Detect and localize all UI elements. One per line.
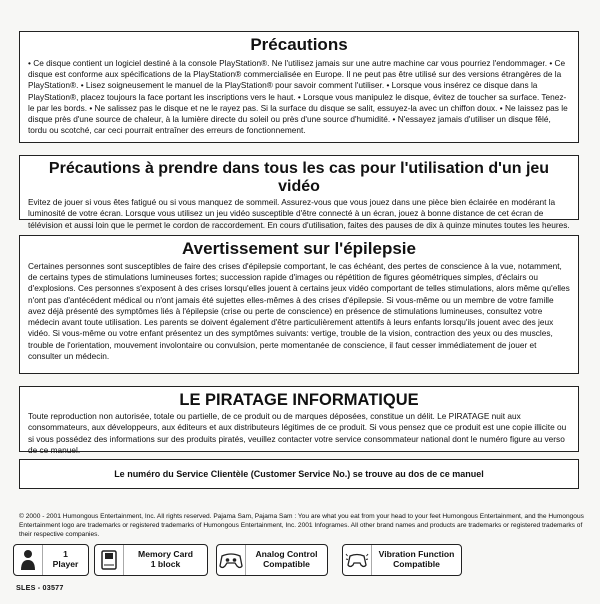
memory-card-blocks: 1 block [150,559,181,569]
compatibility-badges [13,544,593,578]
section-body: Toute reproduction non autorisée, totale ou partielle, de ce produit ou de marques déposées, constitue un délit. Le PIRATAGE nuit aux consommateurs, aux développeurs, aux éditeurs et aux distributeurs légitimes de ce produit. Si vous pensez que ce produit est une copie illicite ou si vous possédez des informations sur des produits piratés, veuillez contacter votre service consommateur national dont le numéro figure au verso de ce manuel. [28,411,567,455]
section-title: LE PIRATAGE INFORMATIQUE [179,391,419,409]
analog-control-badge [216,544,328,576]
section-title: Avertissement sur l'épilepsie [182,239,416,258]
memory-card-icon [95,545,124,575]
vibration-function-label: Vibration Function [378,549,455,560]
vibration-function-compat: Compatible [393,559,440,569]
epilepsy-warning-section [19,235,579,374]
analog-control-label: Analog Control [255,549,318,560]
copyright-notice: © 2000 - 2001 Humongous Entertainment, Inc. All rights reserved. Pajama Sam, Pajama Sam : You are what you eat from your head to your feet Humongous Entertainment, and the Humongous Entertainment logo are trademarks or registered trademarks of Humongous Entertainment, Inc. 2001 Infogrames. All other brand names and products are trademarks or registered trademarks of their respective companies. [19,513,584,539]
memory-card-badge [94,544,208,576]
vibration-function-badge [342,544,462,576]
customer-service-text: Le numéro du Service Clientèle (Customer Service No.) se trouve au dos de ce manuel [114,469,484,479]
players-badge [13,544,89,576]
analog-control-compat: Compatible [263,559,310,569]
customer-service-notice [19,459,579,489]
section-title: Précautions [250,35,348,54]
section-body: Evitez de jouer si vous êtes fatigué ou si vous manquez de sommeil. Assurez-vous que vous jouez dans une pièce bien éclairée en modérant la luminosité de votre écran. Lorsque vous utilisez un jeu vidéo susceptible d'être connecté à un écran, jouez à bonne distance de cet écran de télévision et aussi loin que le permet le cordon de raccordement. En cours d'utilisation, faites des pauses de dix à quinze minutes toutes les heures. [28,197,570,230]
section-body: • Ce disque contient un logiciel destiné à la console PlayStation®. Ne l'utilisez jamais sur une autre machine car vous pourriez l'endommager. • Ce disque est conforme aux spécifications de la PlayStation® commercialisée en Europe. Il ne peut pas être utilisé sur des versions étrangères de la PlayStation®. • Lisez soigneusement le manuel de la PlayStation® pour savoir comment l'utiliser. • Lorsque vous insérez ce disque dans la PlayStation®, placez toujours la face portant les inscriptions vers le haut. • Lorsque vous manipulez le disque, évitez de toucher sa surface. Tenez-le par les bords. • Ne salissez pas le disque et ne le rayez pas. Si la surface du disque se salit, essuyez-la avec un chiffon doux. • Ne laissez pas le disque près d'une source de chaleur, à la lumière directe du soleil ou près d'une source d'humidité. • N'essayez jamais d'utiliser un disque fêlé, tordu ou scotché, car ceci pourrait entraîner des erreurs de fonctionnement. [28,57,568,136]
person-icon [14,545,43,575]
memory-card-label: Memory Card [138,549,193,560]
analog-controller-icon [217,545,246,575]
product-code: SLES - 03577 [16,583,64,592]
vibration-icon [343,545,372,575]
section-body: Certaines personnes sont susceptibles de faire des crises d'épilepsie comportant, le cas échéant, des pertes de conscience à la vue, notamment, de certains types de stimulations lumineuses fortes; succession rapide d'images ou répétition de figures géométriques simples, d'éclairs ou d'explosions. Ces personnes s'exposent à des crises lorsqu'elles jouent à certains jeux vidéo comportant de telles stimulations, alors même qu'elles n'ont pas d'antécédent médical ou n'ont jamais été sujettes elles-mêmes à des crises d'épilepsie. Si vous-même ou un membre de votre famille avez déjà présenté des symptômes liés à l'épilepsie (crise ou perte de conscience) en présence de stimulations lumineuses, consultez votre médecin avant toute utilisation. Les parents se doivent également d'être particulièrement attentifs à leurs enfants lorsqu'ils jouent avec des jeux vidéo. Si vous-même ou votre enfant présentez un des symptômes suivants: vertige, trouble de la vision, contraction des yeux ou des muscles, trouble de l'orientation, mouvement involontaire ou convulsion, perte momentanée de conscience, il faut cesser immédiatement de jouer et consulter un médecin. [28,260,570,361]
players-count: 1 [63,549,68,560]
video-game-precautions-section [19,155,579,230]
piracy-section [19,386,579,455]
players-label: Player [52,559,79,569]
precautions-section [19,31,579,143]
section-title: Précautions à prendre dans tous les cas pour l'utilisation d'un jeu vidéo [48,160,550,195]
